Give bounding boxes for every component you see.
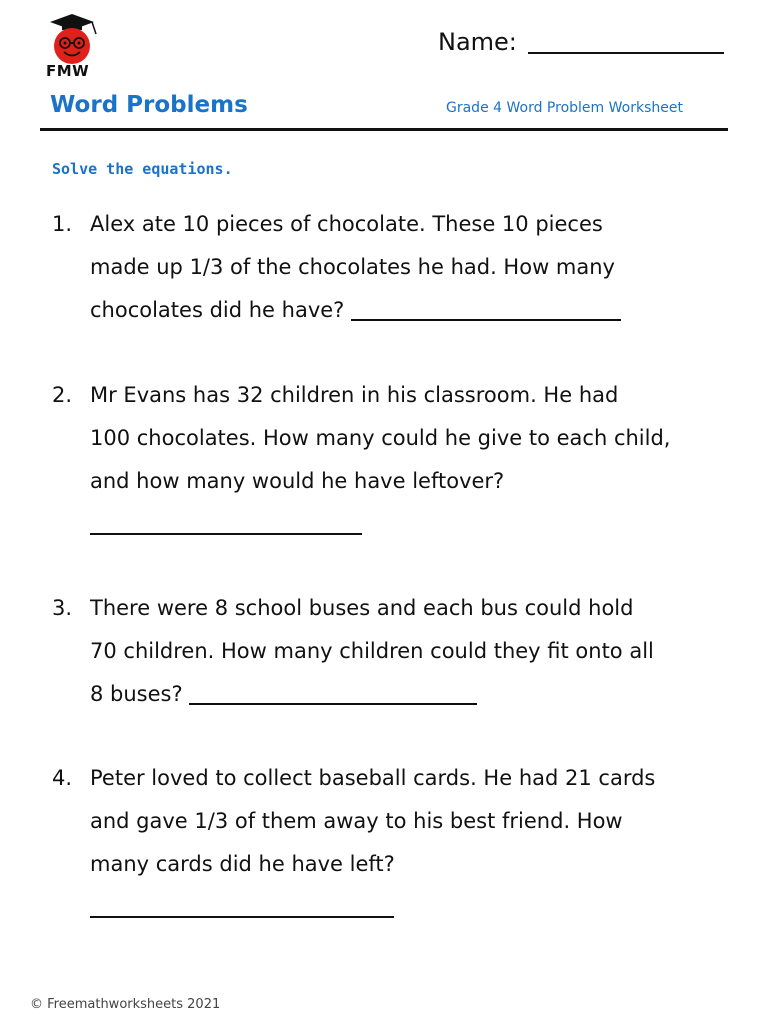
- problem-line: made up 1/3 of the chocolates he had. How many: [90, 255, 615, 279]
- name-answer-line[interactable]: [528, 52, 724, 54]
- problem-number: 2.: [52, 383, 73, 407]
- answer-line-1[interactable]: [351, 319, 621, 321]
- problem-number: 3.: [52, 596, 73, 620]
- problem-4: [52, 757, 742, 929]
- problem-line: 100 chocolates. How many could he give to each child,: [90, 426, 671, 450]
- problem-line: many cards did he have left?: [90, 852, 395, 876]
- instructions: Solve the equations.: [52, 160, 233, 178]
- problem-2: [52, 374, 742, 546]
- problem-1: [52, 203, 742, 332]
- answer-line-3[interactable]: [189, 703, 477, 705]
- problem-line: 8 buses?: [90, 682, 183, 706]
- worksheet-subtitle: Grade 4 Word Problem Worksheet: [446, 100, 683, 116]
- answer-line-4[interactable]: [90, 916, 394, 918]
- problem-line: Peter loved to collect baseball cards. He had 21 cards: [90, 766, 656, 790]
- problem-line: and how many would he have leftover?: [90, 469, 505, 493]
- problem-line: chocolates did he have?: [90, 298, 345, 322]
- name-label: Name:: [438, 28, 517, 56]
- problem-line: Alex ate 10 pieces of chocolate. These 10 pieces: [90, 212, 603, 236]
- copyright-footer: © Freemathworksheets 2021: [30, 997, 221, 1012]
- problem-line: There were 8 school buses and each bus could hold: [90, 596, 634, 620]
- problem-line: 70 children. How many children could they fit onto all: [90, 639, 654, 663]
- problem-line: and gave 1/3 of them away to his best friend. How: [90, 809, 623, 833]
- answer-line-2[interactable]: [90, 533, 362, 535]
- problem-line: Mr Evans has 32 children in his classroom. He had: [90, 383, 619, 407]
- header-divider: [40, 128, 728, 131]
- problem-3: [52, 587, 742, 716]
- logo-text: FMW: [46, 62, 90, 80]
- worksheet-title: Word Problems: [50, 92, 248, 118]
- problem-number: 4.: [52, 766, 73, 790]
- problem-number: 1.: [52, 212, 73, 236]
